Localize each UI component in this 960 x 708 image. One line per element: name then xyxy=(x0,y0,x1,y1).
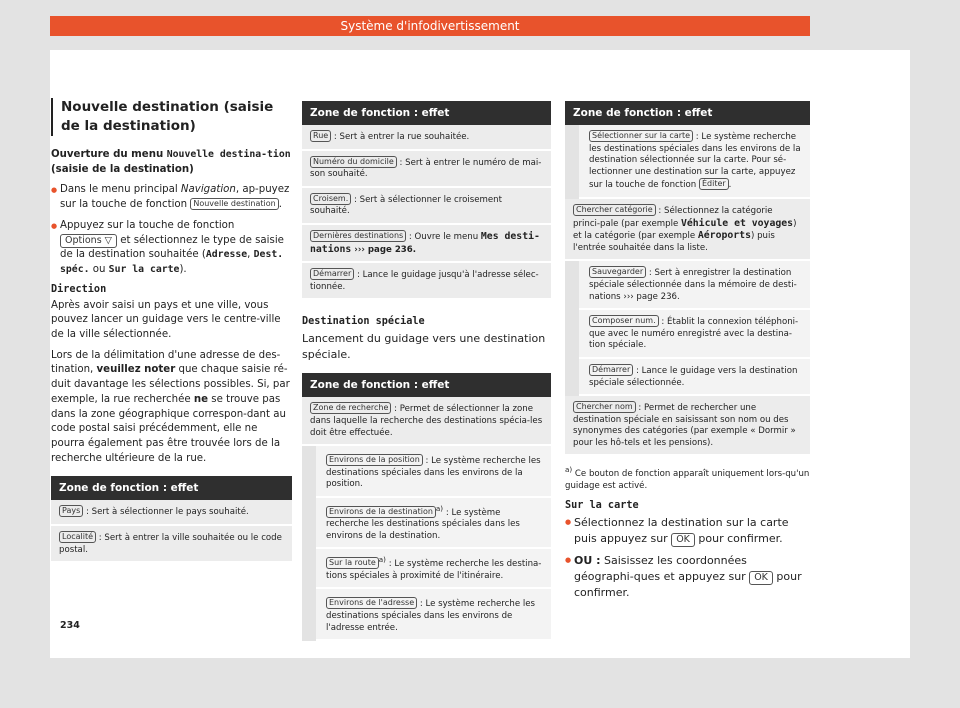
table-row: Environs de l'adresse : Le système recherche les destinations spéciales dans les environs de l'adresse entrée. xyxy=(316,589,551,641)
column-left xyxy=(51,98,292,563)
map-bullet-1: ● Sélectionnez la destination sur la carte puis appuyez sur OK pour confirmer. xyxy=(565,515,810,547)
limitation-text: Lors de la délimitation d'une adresse de des-tination, veuillez noter que chaque saisie ré-duit davantage les sélections possibles. Si, par exemple, la rue recherchée ne se trouve pas dans la zone géographique correspon-dant au code postal saisi précédemment, elle ne pourra également pas être trouvée lors de la recherche ultérieure de la rue. xyxy=(51,349,290,464)
table-header: Zone de fonction : effet xyxy=(565,101,810,125)
house-number-button: Numéro du domicile xyxy=(310,156,397,168)
table-header: Zone de fonction : effet xyxy=(302,101,551,125)
select-on-map-button: Sélectionner sur la carte xyxy=(589,130,693,142)
dial-number-button: Composer num. xyxy=(589,315,659,327)
new-destination-button: Nouvelle destination xyxy=(190,198,278,210)
street-button: Rue xyxy=(310,130,331,142)
intersection-button: Croisem. xyxy=(310,193,351,205)
menu-heading: Ouverture du menu Nouvelle destina-tion (saisie de la destination) xyxy=(51,149,291,175)
direction-heading: Direction xyxy=(51,283,107,295)
table-header: Zone de fonction : effet xyxy=(302,373,551,397)
step-bullet-2: ● Appuyez sur la touche de fonction Options ▽ et sélectionnez le type de saisie de la destination souhaitée (Adresse, Dest. spéc. ou Sur la carte). xyxy=(51,219,292,278)
table-row: Localité : Sert à entrer la ville souhaitée ou le code postal. xyxy=(51,526,292,563)
direction-text: Après avoir saisi un pays et une ville, vous pouvez lancer un guidage vers le centre-ville de la ville sélectionnée. xyxy=(51,299,281,341)
country-button: Pays xyxy=(59,505,83,517)
table-row: Chercher catégorie : Sélectionnez la catégorie princi-pale (par exemple Véhicule et voyages) et la catégorie (par exemple Aéroports) puis l'entrée souhaitée dans la liste. xyxy=(565,199,810,261)
step-bullet-1: ● Dans le menu principal Navigation, ap-puyez sur la touche de fonction Nouvelle destination . xyxy=(51,183,292,212)
save-button: Sauvegarder xyxy=(589,266,646,278)
search-area-button: Zone de recherche xyxy=(310,402,391,414)
near-address-button: Environs de l'adresse xyxy=(326,597,417,609)
search-category-button: Chercher catégorie xyxy=(573,204,656,216)
on-map-heading: Sur la carte xyxy=(565,500,639,512)
near-destination-button: Environs de la destination xyxy=(326,506,436,518)
table-row: Sur la route $^{a)}$ : Le système recherche les destina-tions spéciales à proximité de l'itinéraire. xyxy=(316,549,551,589)
sub-rows xyxy=(302,446,551,641)
table-row: Rue : Sert à entrer la rue souhaitée. xyxy=(302,125,551,151)
page-header: Système d'infodivertissement xyxy=(50,16,810,36)
map-bullet-2: ● OU : Saisissez les coordonnées géographi-ques et appuyez sur OK pour confirmer. xyxy=(565,553,810,601)
section-title: Nouvelle destination (saisie de la destination) xyxy=(51,98,292,136)
edit-button: Éditer xyxy=(699,178,729,190)
table-row: Numéro du domicile : Sert à entrer le numéro de mai-son souhaité. xyxy=(302,151,551,188)
column-middle xyxy=(302,101,551,641)
column-right xyxy=(565,101,810,607)
function-table-1 xyxy=(51,476,292,563)
footnote: $^{a)}$ Ce bouton de fonction apparaît uniquement lors-qu'un guidage est activé. xyxy=(565,465,810,491)
table-row: Chercher nom : Permet de rechercher une destination spéciale en saisissant son nom ou des synonymes des catégories (par exemple « Dormir » pour les hô-tels et les pensions). xyxy=(565,396,810,456)
special-destination-text: Lancement du guidage vers une destination spéciale. xyxy=(302,332,546,362)
function-table-3 xyxy=(302,373,551,641)
search-name-button: Chercher nom xyxy=(573,401,636,413)
table-row: Croisem. : Sert à sélectionner le croisement souhaité. xyxy=(302,188,551,225)
table-row: Environs de la destination $^{a)}$ : Le système recherche les destinations spéciales dans les environs de la destination. xyxy=(316,498,551,550)
sub-rows xyxy=(565,125,810,199)
table-row: Sauvegarder : Sert à enregistrer la destination spéciale sélectionnée dans la mémoire de desti-nations ››› page 236. xyxy=(579,261,810,310)
table-header: Zone de fonction : effet xyxy=(51,476,292,500)
city-button: Localité xyxy=(59,531,96,543)
sub-rows xyxy=(565,261,810,396)
on-route-button: Sur la route xyxy=(326,557,379,569)
table-row: Pays : Sert à sélectionner le pays souhaité. xyxy=(51,500,292,526)
near-position-button: Environs de la position xyxy=(326,454,423,466)
start-button: Démarrer xyxy=(310,268,354,280)
table-row: Démarrer : Lance le guidage vers la destination spéciale sélectionnée. xyxy=(579,359,810,396)
page-number: 234 xyxy=(60,620,80,631)
function-table-2 xyxy=(302,101,551,300)
special-destination-heading: Destination spéciale xyxy=(302,316,425,328)
table-row: Dernières destinations : Ouvre le menu Mes desti-nations ››› page 236. xyxy=(302,225,551,263)
ok-button: OK xyxy=(749,571,773,585)
function-table-4 xyxy=(565,101,810,456)
table-row: Environs de la position : Le système recherche les destinations spéciales dans les environs de la position. xyxy=(316,446,551,498)
table-row: Zone de recherche : Permet de sélectionner la zone dans laquelle la recherche des destinations spécia-les doit être effectuée. xyxy=(302,397,551,446)
table-row: Démarrer : Lance le guidage jusqu'à l'adresse sélec-tionnée. xyxy=(302,263,551,300)
table-row: Sélectionner sur la carte : Le système recherche les destinations spéciales dans les environs de la destination sélectionnée sur la carte. Pour sé-lectionner une destination sur la carte, appuyez sur la touche de fonction Éditer . xyxy=(579,125,810,199)
table-row: Composer num. : Établit la connexion téléphoni-que avec le numéro enregistré avec la destina-tion spéciale. xyxy=(579,310,810,359)
start-guidance-button: Démarrer xyxy=(589,364,633,376)
ok-button: OK xyxy=(671,533,695,547)
options-button: Options ▽ xyxy=(60,234,117,248)
last-destinations-button: Dernières destinations xyxy=(310,230,406,242)
